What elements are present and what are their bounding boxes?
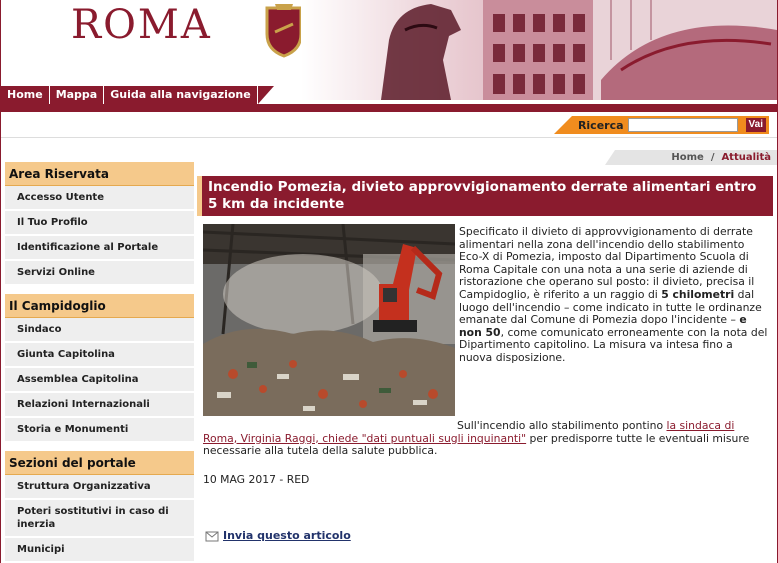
sidebar-item-struttura[interactable]: Struttura Organizzativa	[5, 475, 194, 500]
spqr-shield-icon	[263, 2, 305, 58]
article-text: , come comunicato erroneamente con la nota del Dipartimento capitolino. La misura va intesa fino a nuova disposizione.	[459, 325, 768, 364]
search-bar-notch	[554, 116, 572, 134]
nav-divider	[258, 86, 274, 104]
article-date: 10 MAG 2017 - RED	[203, 473, 310, 486]
article-text-bold: 5 chilometri	[661, 287, 735, 301]
header-divider	[1, 104, 777, 112]
share-article-link[interactable]: Invia questo articolo	[223, 529, 351, 542]
sidebar-item-servizi-online[interactable]: Servizi Online	[5, 261, 194, 286]
breadcrumb-home[interactable]: Home	[671, 152, 704, 163]
site-header	[1, 0, 777, 112]
nav-guida-navigazione[interactable]: Guida alla navigazione	[104, 86, 258, 104]
article-paragraph-1	[459, 226, 769, 365]
search-label: Ricerca	[577, 118, 624, 132]
breadcrumb-notch	[605, 150, 615, 165]
breadcrumb-current: Attualità	[721, 152, 771, 163]
sidebar-item-municipi[interactable]: Municipi	[5, 538, 194, 563]
nav-home[interactable]: Home	[1, 86, 50, 104]
sidebar-item-sindaco[interactable]: Sindaco	[5, 318, 194, 343]
sidebar-item-tuo-profilo[interactable]: Il Tuo Profilo	[5, 211, 194, 236]
top-navigation	[1, 86, 274, 104]
search-input[interactable]	[628, 118, 738, 132]
sidebar-item-storia[interactable]: Storia e Monumenti	[5, 418, 194, 443]
share-article[interactable]	[205, 529, 351, 542]
site-logo[interactable]: ROMA	[71, 2, 212, 48]
sidebar-item-identificazione[interactable]: Identificazione al Portale	[5, 236, 194, 261]
sidebar-item-relazioni[interactable]: Relazioni Internazionali	[5, 393, 194, 418]
search-button[interactable]: Vai	[746, 118, 766, 132]
search-bar	[572, 116, 769, 134]
article-link-raggi[interactable]: la sindaca di Roma, Virginia Raggi, chiede "dati puntuali sugli inquinanti"	[203, 419, 735, 445]
sidebar	[5, 162, 194, 563]
article-text: dal luogo dell'incendio – come indicato in tutte le ordinanze emanate dal Comune di Pomezia dopo l'incidente –	[459, 287, 762, 327]
sidebar-item-poteri-sostitutivi[interactable]: Poteri sostitutivi in caso di inerzia	[5, 500, 194, 538]
search-strip	[1, 112, 777, 138]
article-photo	[203, 224, 455, 416]
article-title: Incendio Pomezia, divieto approvvigionamento derrate alimentari entro 5 km da incidente	[197, 176, 773, 216]
article-text: Specificato il divieto di approvvigionamento di derrate alimentari nella zona dell'incendio dello stabilimento Eco-X di Pomezia, imposto dal Dipartimento Scuola di Roma Capitale con una nota a una serie di aziende di ristorazione che operano sul posto: il divieto, precisa il Campidoglio, è riferito a un raggio di	[459, 225, 755, 301]
breadcrumb	[615, 150, 777, 165]
envelope-icon	[205, 530, 219, 542]
article-text: Sull'incendio allo stabilimento pontino	[457, 419, 667, 432]
article-text: per predisporre tutte le eventuali misure necessarie alla tutela della salute pubblica.	[203, 431, 750, 458]
article-text-bold: e non 50	[459, 313, 747, 339]
sidebar-section-campidoglio: Il Campidoglio	[5, 294, 194, 318]
sidebar-section-sezioni: Sezioni del portale	[5, 451, 194, 475]
sidebar-section-area-riservata: Area Riservata	[5, 162, 194, 186]
sidebar-item-assemblea[interactable]: Assemblea Capitolina	[5, 368, 194, 393]
sidebar-item-giunta[interactable]: Giunta Capitolina	[5, 343, 194, 368]
nav-mappa[interactable]: Mappa	[50, 86, 105, 104]
header-banner-image	[301, 0, 777, 100]
article-paragraph-2	[203, 420, 769, 458]
sidebar-item-accesso-utente[interactable]: Accesso Utente	[5, 186, 194, 211]
breadcrumb-separator: /	[710, 152, 715, 163]
